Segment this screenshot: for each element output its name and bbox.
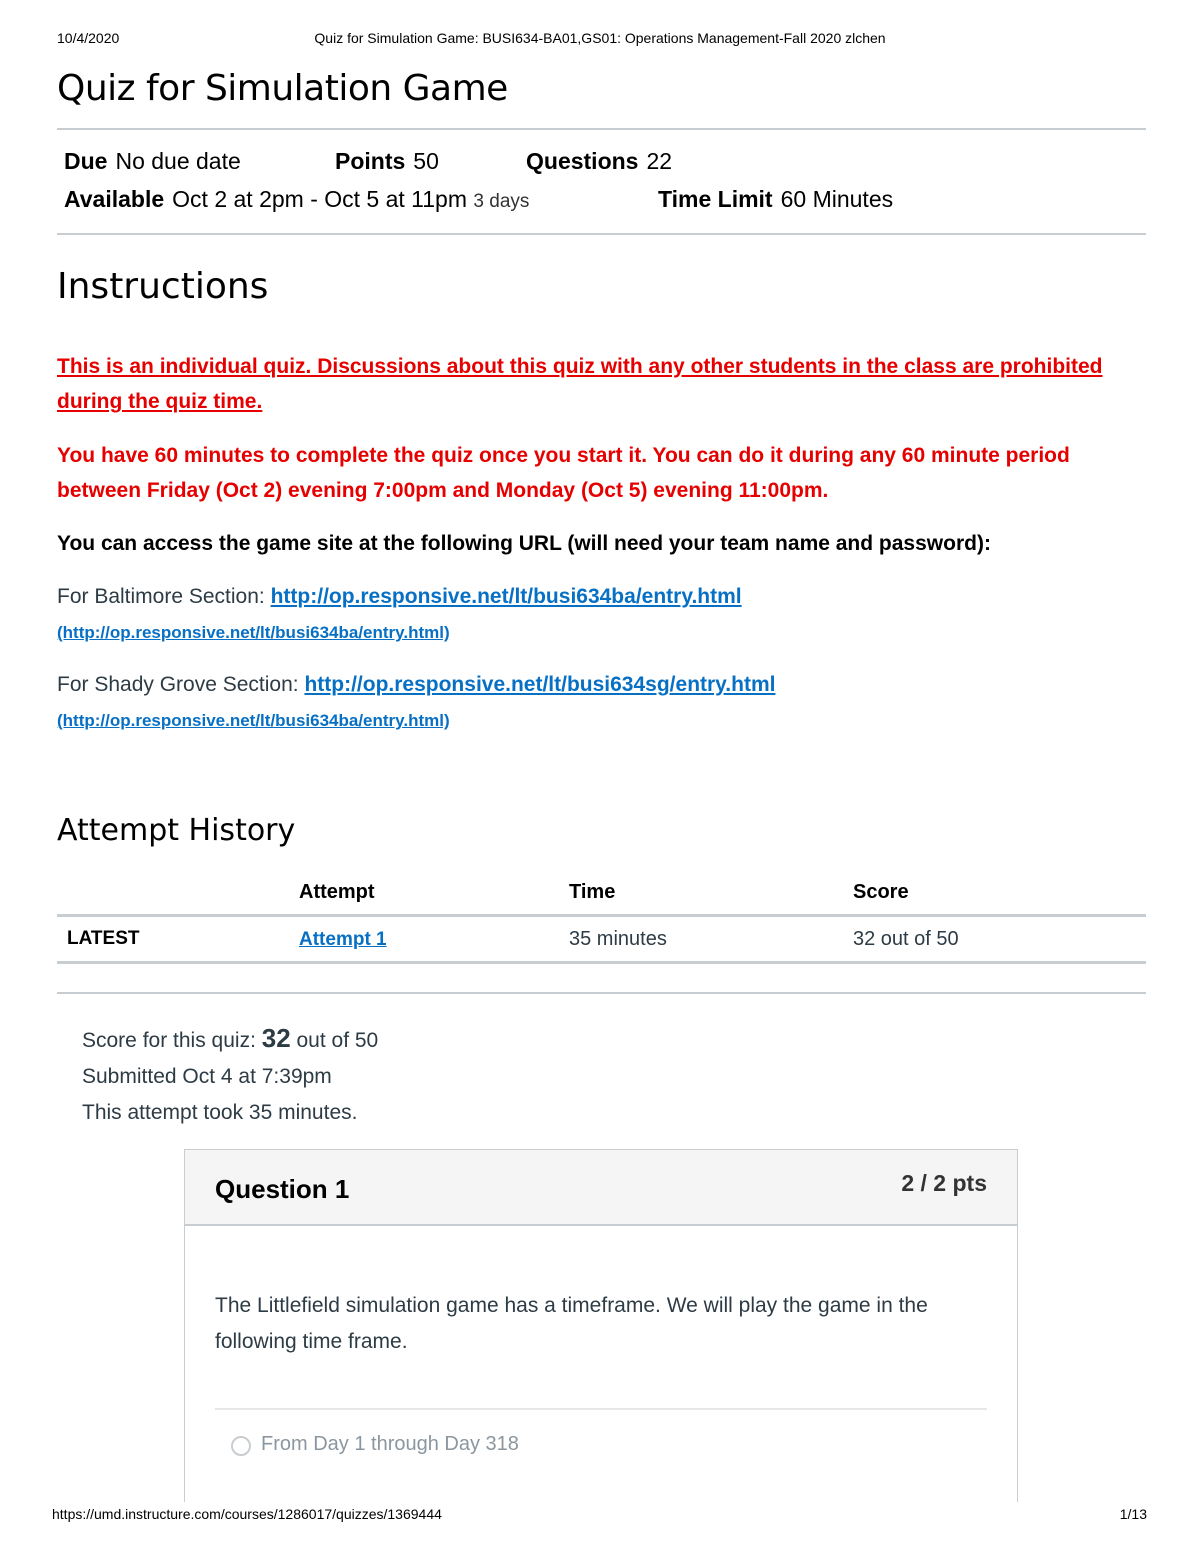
question-card bbox=[184, 1149, 1018, 1502]
print-footer bbox=[0, 1506, 1200, 1526]
attempt-history-table bbox=[57, 870, 1146, 964]
time-limit-meta bbox=[658, 186, 893, 213]
latest-tag: LATEST bbox=[57, 916, 299, 963]
column-header-time: Time bbox=[569, 870, 853, 916]
table-row bbox=[57, 916, 1146, 963]
question-points: 2 / 2 pts bbox=[901, 1170, 987, 1196]
shady-grove-link[interactable]: http://op.responsive.net/lt/busi634sg/entry.html bbox=[304, 673, 776, 696]
page-title: Quiz for Simulation Game bbox=[57, 68, 508, 109]
duration-line: This attempt took 35 minutes. bbox=[82, 1101, 358, 1124]
print-header bbox=[0, 30, 1200, 50]
divider bbox=[57, 233, 1146, 235]
points-label: Points bbox=[335, 148, 406, 174]
time-limit-label: Time Limit bbox=[658, 186, 773, 212]
answer-option bbox=[261, 1433, 519, 1456]
submitted-line: Submitted Oct 4 at 7:39pm bbox=[82, 1065, 332, 1088]
attempt-time: 35 minutes bbox=[569, 916, 853, 963]
baltimore-link-parenthetical[interactable]: (http://op.responsive.net/lt/busi634ba/entry.html) bbox=[57, 623, 450, 642]
score-prefix: Score for this quiz: bbox=[82, 1029, 262, 1052]
individual-quiz-warning bbox=[57, 349, 1146, 419]
print-document-title: Quiz for Simulation Game: BUSI634-BA01,GS01: Operations Management-Fall 2020 zlchen bbox=[314, 30, 886, 46]
access-note: You can access the game site at the following URL (will need your team name and password): bbox=[57, 532, 991, 555]
score-value: 32 bbox=[261, 1023, 291, 1053]
question-title: Question 1 bbox=[215, 1174, 350, 1204]
questions-label: Questions bbox=[526, 148, 639, 174]
answer-divider bbox=[215, 1408, 987, 1410]
available-value: Oct 2 at 2pm - Oct 5 at 11pm bbox=[172, 186, 468, 212]
question-text: The Littlefield simulation game has a timeframe. We will play the game in the following time frame. bbox=[215, 1294, 928, 1353]
quiz-score-line bbox=[82, 1020, 378, 1059]
radio-icon bbox=[231, 1436, 251, 1456]
answer-label: From Day 1 through Day 318 bbox=[261, 1433, 519, 1455]
due-label: Due bbox=[64, 148, 108, 174]
warning-text: This is an individual quiz. Discussions about this quiz with any other students in the class are prohibited during the quiz time. bbox=[57, 355, 1103, 413]
shady-grove-section bbox=[57, 667, 1146, 738]
attempt-score: 32 out of 50 bbox=[853, 916, 1146, 963]
shady-grove-link-parenthetical[interactable]: (http://op.responsive.net/lt/busi634ba/entry.html) bbox=[57, 711, 450, 730]
page-number: 1/13 bbox=[1119, 1506, 1147, 1522]
divider bbox=[57, 992, 1146, 994]
table-header-row bbox=[57, 870, 1146, 916]
question-header bbox=[185, 1150, 1017, 1226]
questions-meta bbox=[526, 148, 672, 175]
attempt-link[interactable]: Attempt 1 bbox=[299, 928, 387, 950]
available-duration: 3 days bbox=[473, 191, 530, 212]
baltimore-label: For Baltimore Section: bbox=[57, 585, 271, 608]
questions-value: 22 bbox=[646, 148, 673, 174]
print-url: https://umd.instructure.com/courses/1286017/quizzes/1369444 bbox=[52, 1506, 442, 1522]
divider bbox=[57, 128, 1146, 130]
shady-grove-label: For Shady Grove Section: bbox=[57, 673, 305, 696]
points-value: 50 bbox=[413, 148, 439, 174]
points-meta bbox=[335, 148, 439, 175]
column-header-score: Score bbox=[853, 870, 1146, 916]
available-meta bbox=[64, 186, 529, 213]
print-date: 10/4/2020 bbox=[57, 30, 120, 46]
quiz-meta-row-1 bbox=[64, 148, 241, 175]
column-header bbox=[57, 870, 299, 916]
column-header-attempt: Attempt bbox=[299, 870, 569, 916]
available-label: Available bbox=[64, 186, 165, 212]
score-summary bbox=[82, 1020, 378, 1131]
due-value: No due date bbox=[115, 148, 241, 174]
score-suffix: out of 50 bbox=[290, 1029, 379, 1052]
baltimore-link[interactable]: http://op.responsive.net/lt/busi634ba/entry.html bbox=[270, 585, 742, 608]
time-note: You have 60 minutes to complete the quiz once you start it. You can do it during any 60 minute period between Friday (Oct 2) evening 7:00pm and Monday (Oct 5) evening 11:00pm. bbox=[57, 444, 1070, 502]
baltimore-section bbox=[57, 579, 1146, 650]
instructions-heading: Instructions bbox=[57, 266, 269, 307]
time-limit-value: 60 Minutes bbox=[780, 186, 894, 212]
attempt-history-heading: Attempt History bbox=[57, 813, 296, 848]
